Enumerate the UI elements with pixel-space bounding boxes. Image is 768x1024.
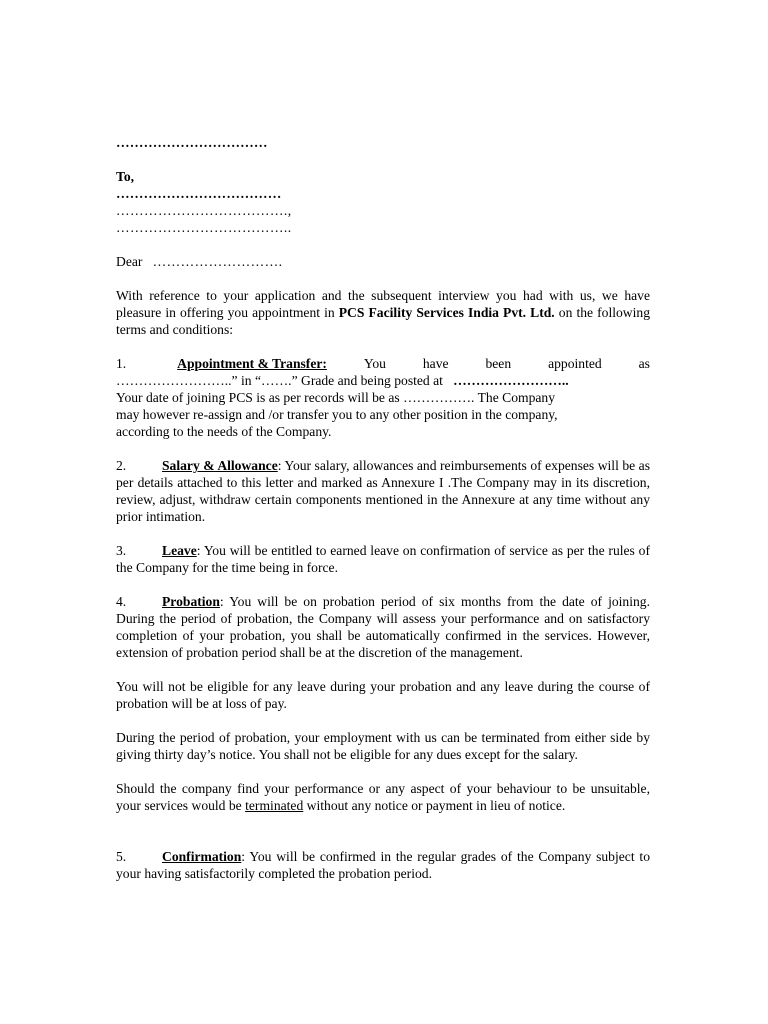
spacer [116, 151, 650, 168]
clause-salary-allowance [116, 457, 650, 525]
address-line-1: ……………………………… [116, 186, 282, 201]
salutation [116, 253, 650, 270]
company-name: PCS Facility Services India Pvt. Ltd. [338, 305, 555, 320]
clause-body: : Your salary, allowances and reimbursements of expenses will be as per details attached to this letter and marked as Annexure I .The Company may in its discretion, review, adjust, withdraw certain components mentioned in the Annexure at any time without any prior intimation. [116, 458, 650, 524]
offer-letter-page [116, 134, 650, 882]
spacer [116, 661, 650, 678]
spacer [116, 270, 650, 287]
clause-title: Salary & Allowance [162, 458, 278, 473]
spacer [116, 763, 650, 780]
clause-number: 1. [116, 356, 127, 371]
clause-word: been [485, 356, 512, 371]
spacer [116, 525, 650, 542]
spacer [116, 814, 650, 831]
clause-title: Appointment & Transfer: [177, 356, 327, 371]
intro-text: With reference to your application and the subsequent interview you had with us, we have pleasure in offering you appointment in [116, 288, 650, 320]
to-label: To, [116, 169, 135, 184]
clause-word: appointed [548, 356, 602, 371]
spacer [116, 831, 650, 848]
posting-placeholder: …………………….. [453, 373, 569, 388]
clause-number: 4. [116, 594, 127, 609]
clause-number: 5. [116, 849, 127, 864]
clause-word: have [422, 356, 449, 371]
salutation-label: Dear [116, 254, 143, 269]
intro-text-end: on the following terms and conditions: [116, 305, 650, 337]
spacer [116, 236, 650, 253]
clause-title: Confirmation [162, 849, 242, 864]
reference-placeholder: …………………………… [116, 135, 268, 150]
clause-title: Probation [162, 594, 220, 609]
salutation-name-placeholder: ………………………. [152, 254, 283, 269]
clause-appointment-transfer [116, 355, 650, 440]
clause-1-first-line [116, 355, 650, 372]
clause-word: You [363, 356, 386, 371]
clause-leave [116, 542, 650, 576]
terminated-word: terminated [245, 798, 304, 813]
performance-paragraph [116, 780, 650, 814]
spacer [116, 576, 650, 593]
probation-termination-paragraph: During the period of probation, your employment with us can be terminated from either side by giving thirty day’s notice. You shall not be eligible for any dues except for the salary. [116, 730, 650, 762]
clause-word: as [638, 356, 650, 371]
clause-title: Leave [162, 543, 197, 558]
clause-body: : You will be entitled to earned leave on confirmation of service as per the rules of the Company for the time being in force. [116, 543, 650, 575]
probation-leave-paragraph: You will not be eligible for any leave during your probation and any leave during the course of probation will be at loss of pay. [116, 679, 650, 711]
clause-body: : You will be confirmed in the regular grades of the Company subject to your having satisfactorily completed the probation period. [116, 849, 650, 881]
clause-1-line-4: may however re-assign and /or transfer you to any other position in the company, [116, 407, 558, 422]
clause-body: : You will be on probation period of six months from the date of joining. During the period of probation, the Company will assess your performance and on satisfactory completion of your probation, you shall be automatically confirmed in the services. However, extension of probation period shall be at the discretion of the management. [116, 594, 650, 660]
clause-1-line-3: Your date of joining PCS is as per records will be as ……………. The Company [116, 390, 555, 405]
clause-1-line-5: according to the needs of the Company. [116, 424, 332, 439]
clause-probation [116, 593, 650, 661]
clause-number: 2. [116, 458, 127, 473]
clause-confirmation [116, 848, 650, 882]
address-line-2: ………………………………., [116, 203, 292, 218]
clause-number: 3. [116, 543, 127, 558]
performance-text-end: without any notice or payment in lieu of notice. [306, 798, 566, 813]
address-line-3: ……………………………….. [116, 220, 292, 235]
spacer [116, 440, 650, 457]
clause-1-line-2 [116, 372, 650, 389]
intro-paragraph [116, 287, 650, 338]
spacer [116, 712, 650, 729]
designation-grade-location: ……………………..” in “…….” Grade and being posted at [116, 373, 443, 388]
spacer [116, 338, 650, 355]
performance-text: Should the company find your performance or any aspect of your behaviour to be unsuitable, your services would be [116, 781, 650, 813]
